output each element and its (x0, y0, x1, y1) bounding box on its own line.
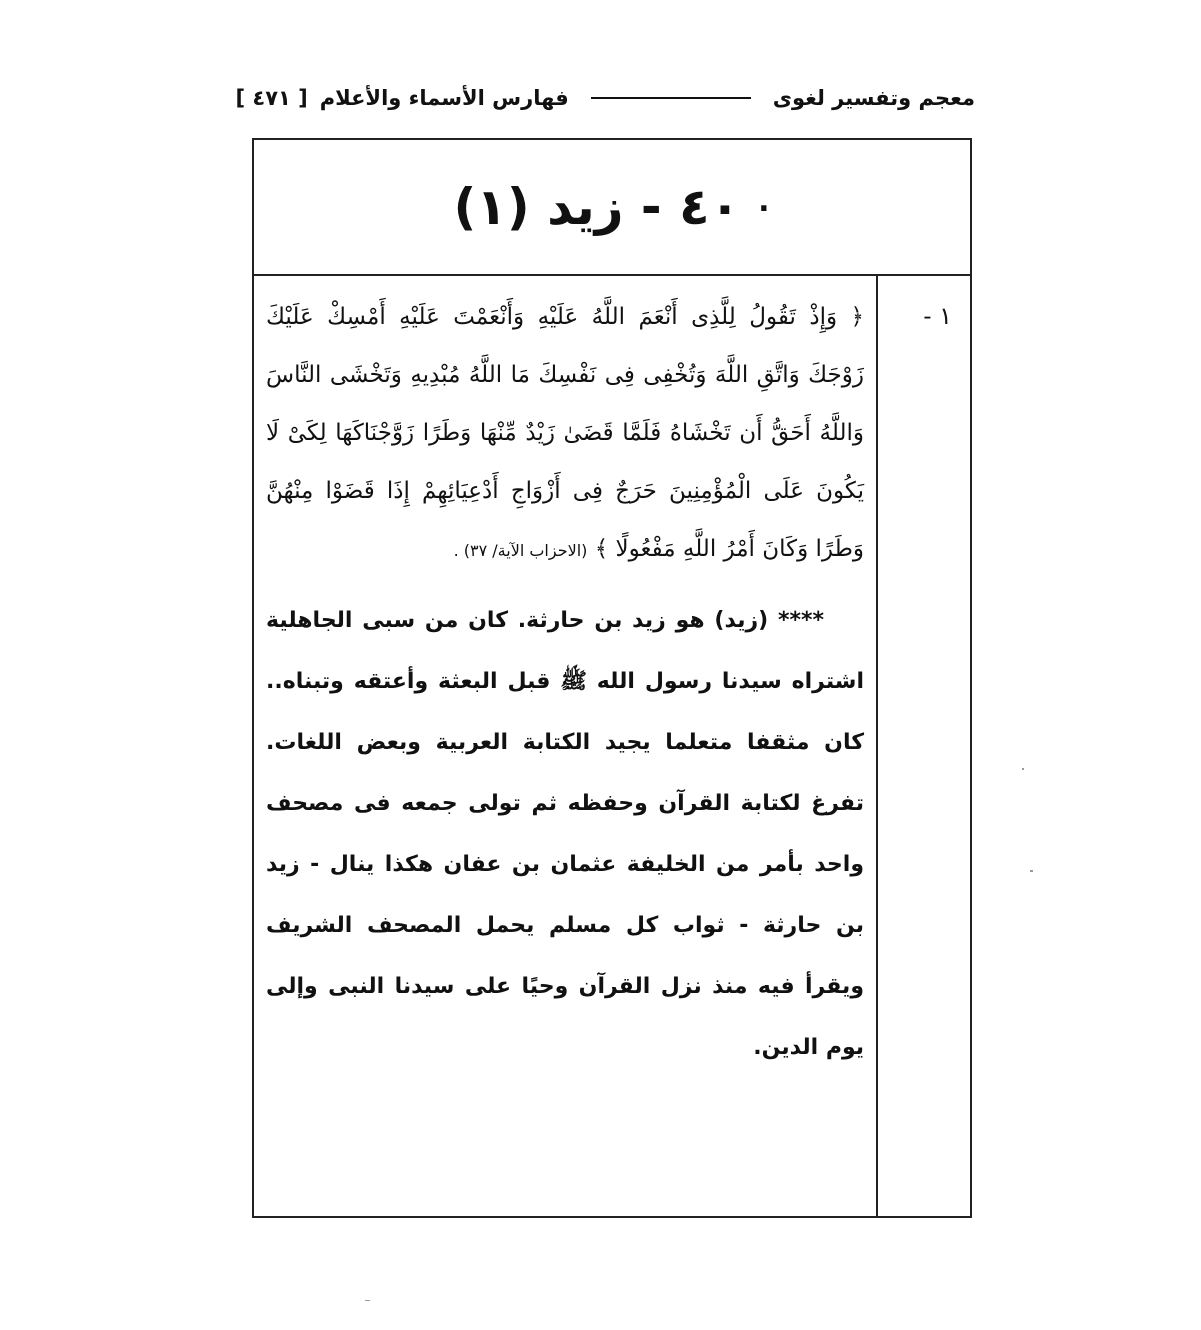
verse-text: ﴿ وَإِذْ تَقُولُ لِلَّذِى أَنْعَمَ اللَّهُ عَلَيْهِ وَأَنْعَمْتَ عَلَيْهِ أَمْسِكْ عَلَيْكَ زَوْجَكَ وَاتَّقِ اللَّهَ وَتُخْفِى فِى نَفْسِكَ مَا اللَّهُ مُبْدِيهِ وَتَخْشَى النَّاسَ وَاللَّهُ أَحَقُّ أَن تَخْشَاهُ فَلَمَّا قَضَىٰ زَيْدٌ مِّنْهَا وَطَرًا زَوَّجْنَاكَهَا لِكَىْ لَا يَكُونَ عَلَى الْمُؤْمِنِينَ حَرَجٌ فِى أَزْوَاجِ أَدْعِيَائِهِمْ إِذَا قَضَوْا مِنْهُنَّ وَطَرًا وَكَانَ أَمْرُ اللَّهِ مَفْعُولًا ﴾ (266, 304, 864, 562)
title-box (254, 140, 970, 276)
page-header (235, 78, 975, 118)
scan-speck (365, 1300, 370, 1301)
book-title: معجم وتفسير لغوى (772, 86, 975, 110)
commentary-text: **** (زيد) هو زيد بن حارثة. كان من سبى الجاهلية اشتراه سيدنا رسول الله ﷺ قبل البعثة وأعتقه وتبناه.. كان مثقفا متعلما يجيد الكتابة العربية وبعض اللغات. تفرغ لكتابة القرآن وحفظه ثم تولى جمعه فى مصحف واحد بأمر من الخليفة عثمان بن عفان هكذا ينال - زيد بن حارثة - ثواب كل مسلم يحمل المصحف الشريف ويقرأ فيه منذ نزل القرآن وحيًا على سيدنا النبى وإلى يوم الدين. (266, 608, 864, 1060)
title-dot: . (758, 184, 771, 219)
scan-speck (1030, 870, 1033, 872)
entry-title: ٤٠ - زيد (١) (453, 178, 741, 236)
section-title: فهارس الأسماء والأعلام (319, 86, 569, 110)
header-rule (591, 97, 751, 99)
entry-number: ١ - (923, 302, 952, 330)
quran-verse (266, 288, 864, 580)
scan-speck (1022, 768, 1024, 770)
verse-citation: (الاحزاب الآية/ ٣٧) . (453, 541, 588, 560)
entry-content (266, 288, 864, 1078)
number-column (876, 276, 970, 1216)
page-number: [ ٤٧١ ] (235, 86, 308, 110)
